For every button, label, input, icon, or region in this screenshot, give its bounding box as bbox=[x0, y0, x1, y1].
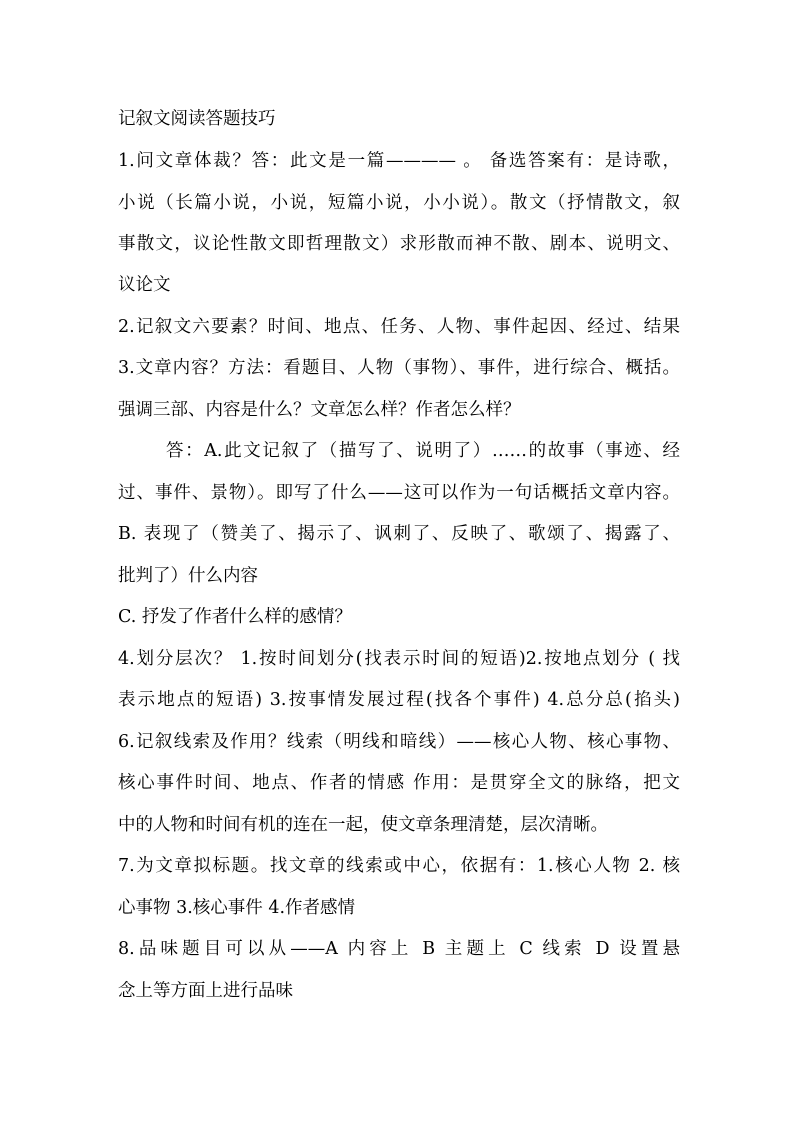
text-line: 批判了）什么内容 bbox=[118, 566, 258, 586]
text-line: 心事物 3.核心事件 4.作者感情 bbox=[118, 898, 356, 918]
text-line: 表示地点的短语) 3.按事情发展过程(找各个事件) 4.总分总(掐头) bbox=[118, 690, 680, 710]
text-line: 核心事件时间、地点、作者的情感 作用：是贯穿全文的脉络，把文 bbox=[118, 773, 680, 793]
text-line: 强调三部、内容是什么？文章怎么样？作者怎么样？ bbox=[118, 400, 521, 420]
text-line: 答：A.此文记叙了（描写了、说明了）……的故事（事迹、经 bbox=[166, 441, 680, 461]
text-line: B. 表现了（赞美了、揭示了、讽刺了、反映了、歌颂了、揭露了、 bbox=[118, 524, 680, 544]
text-line: 议论文 bbox=[118, 275, 171, 295]
text-line: 事散文，议论性散文即哲理散文）求形散而神不散、剧本、说明文、 bbox=[118, 234, 680, 254]
text-line: 7.为文章拟标题。找文章的线索或中心，依据有：1.核心人物 2. 核 bbox=[118, 856, 680, 876]
text-line: 念上等方面上进行品味 bbox=[118, 981, 293, 1001]
text-line: C. 抒发了作者什么样的感情？ bbox=[118, 607, 352, 627]
text-line: 4.划分层次？ 1.按时间划分(找表示时间的短语)2.按地点划分 ( 找 bbox=[118, 649, 680, 669]
document-title: 记叙文阅读答题技巧 bbox=[118, 109, 276, 129]
text-line: 中的人物和时间有机的连在一起，使文章条理清楚，层次清晰。 bbox=[118, 815, 608, 835]
text-line: 3.文章内容？方法：看题目、人物（事物）、事件，进行综合、概括。 bbox=[118, 358, 680, 378]
text-line: 6.记叙线索及作用？线索（明线和暗线）——核心人物、核心事物、 bbox=[118, 732, 680, 752]
text-line: 8.品味题目可以从——A 内容上 B 主题上 C 线索 D 设置悬 bbox=[118, 939, 680, 959]
text-line: 过、事件、景物）。即写了什么——这可以作为一句话概括文章内容。 bbox=[118, 483, 680, 503]
text-line: 小说（长篇小说，小说，短篇小说，小小说）。散文（抒情散文，叙 bbox=[118, 193, 680, 213]
text-line: 2.记叙文六要素？时间、地点、任务、人物、事件起因、经过、结果 bbox=[118, 317, 680, 337]
text-line: 1.问文章体裁？答：此文是一篇———— 。 备选答案有：是诗歌， bbox=[118, 151, 680, 171]
